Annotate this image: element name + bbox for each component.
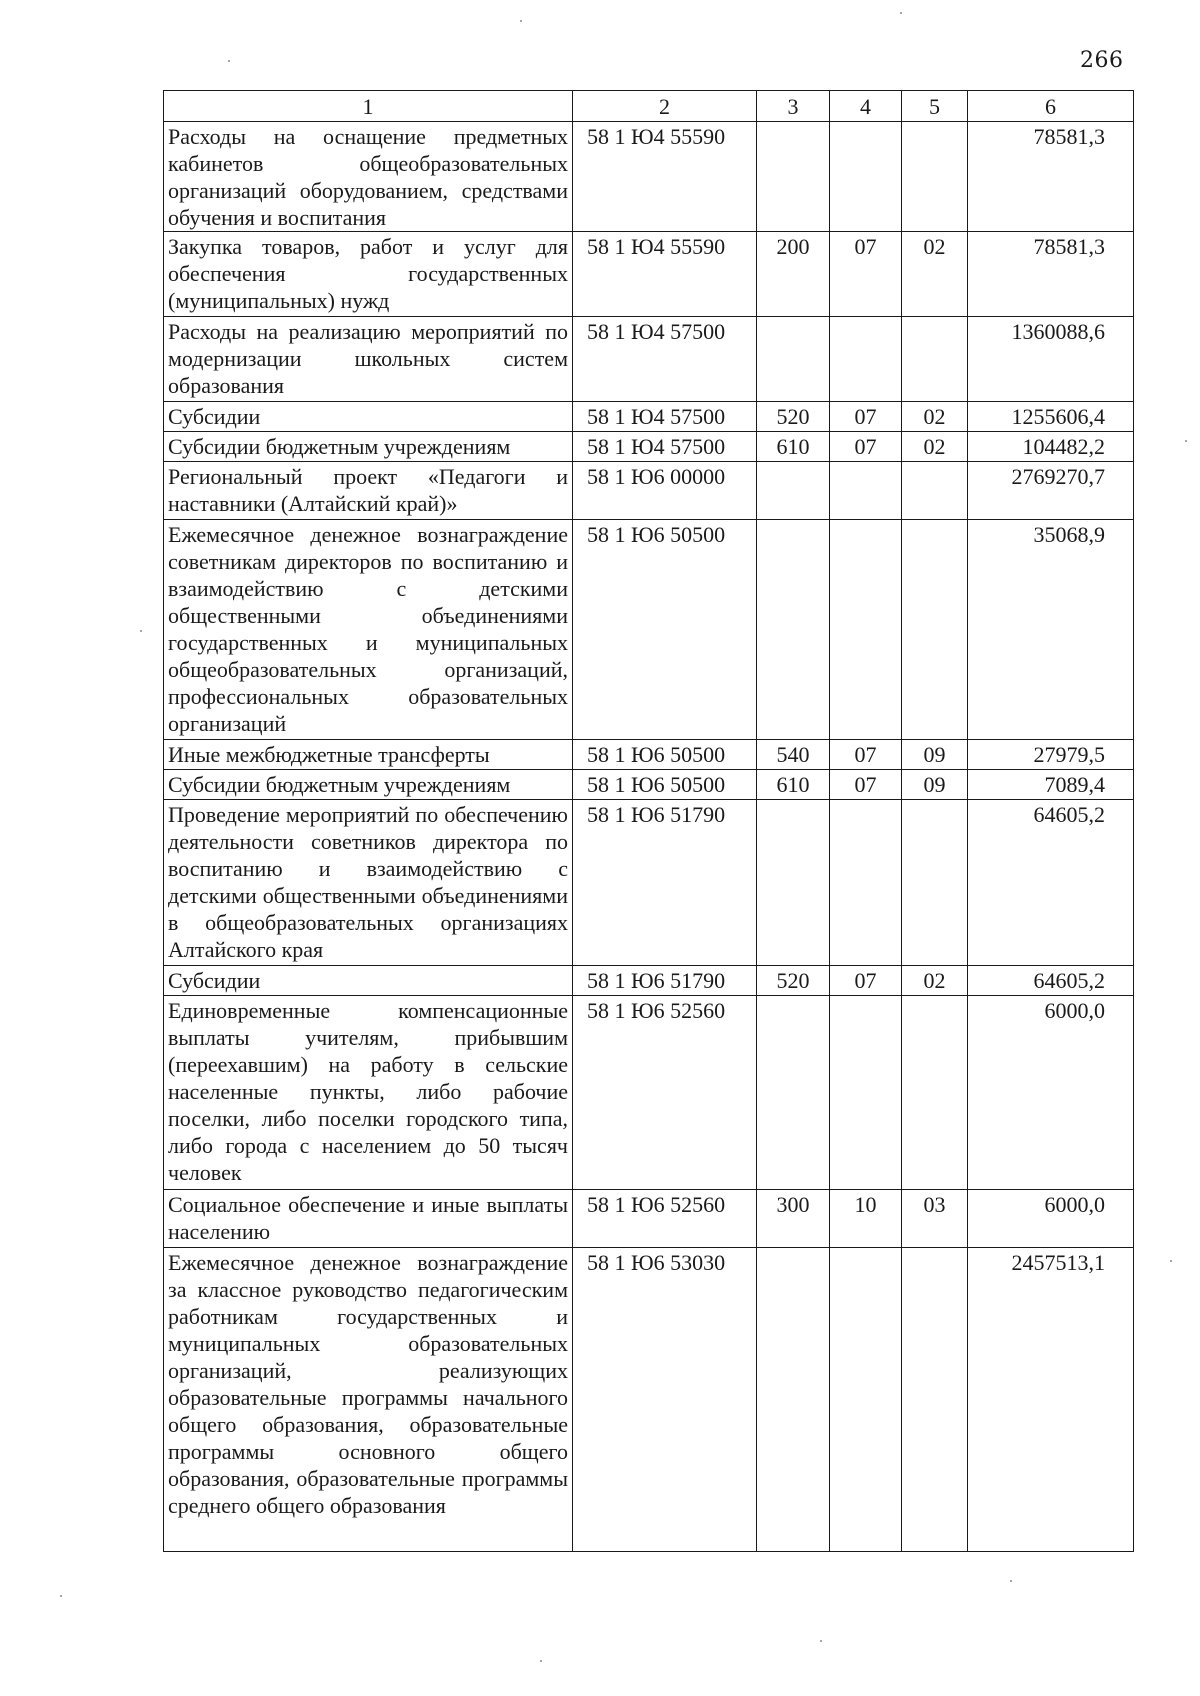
row-sum: 78581,3 [968, 232, 1134, 317]
row-code: 58 1 Ю6 52560 [573, 1190, 757, 1248]
scan-speck [228, 60, 230, 62]
table-row [164, 770, 1134, 800]
row-sum: 2769270,7 [968, 462, 1134, 520]
row-name: Единовременные компенсационные выплаты учителям, прибывшим (переехавшим) на работу в сельские населенные пункты, либо рабочие поселки, либо поселки городского типа, либо города с населением до 50 тысяч человек [164, 996, 573, 1190]
row-code: 58 1 Ю4 55590 [573, 232, 757, 317]
row-pr [902, 122, 968, 232]
row-code: 58 1 Ю4 57500 [573, 432, 757, 462]
row-pr: 02 [902, 432, 968, 462]
table-row [164, 317, 1134, 402]
row-code: 58 1 Ю6 50500 [573, 520, 757, 740]
header-cell-3: 3 [757, 91, 830, 122]
row-sum: 104482,2 [968, 432, 1134, 462]
header-row [164, 91, 1134, 122]
row-rz: 07 [830, 402, 902, 432]
row-sum: 6000,0 [968, 996, 1134, 1190]
row-vr [757, 122, 830, 232]
table-row [164, 402, 1134, 432]
row-pr: 02 [902, 402, 968, 432]
table-row [164, 520, 1134, 740]
row-vr [757, 462, 830, 520]
row-code: 58 1 Ю6 52560 [573, 996, 757, 1190]
row-rz [830, 462, 902, 520]
row-name: Субсидии бюджетным учреждениям [164, 432, 573, 462]
row-sum: 64605,2 [968, 800, 1134, 966]
table-body [164, 122, 1134, 1552]
row-rz [830, 317, 902, 402]
row-sum: 1360088,6 [968, 317, 1134, 402]
table-row [164, 122, 1134, 232]
row-vr: 610 [757, 432, 830, 462]
row-rz [830, 996, 902, 1190]
row-code: 58 1 Ю6 50500 [573, 740, 757, 770]
budget-table [163, 90, 1134, 1552]
row-pr: 02 [902, 232, 968, 317]
row-pr [902, 317, 968, 402]
scan-speck [820, 1640, 822, 1642]
scan-speck [1185, 440, 1187, 442]
scan-speck [140, 630, 142, 632]
row-rz [830, 520, 902, 740]
row-name: Субсидии [164, 966, 573, 996]
row-sum: 27979,5 [968, 740, 1134, 770]
row-pr [902, 1248, 968, 1552]
row-vr [757, 996, 830, 1190]
row-sum: 35068,9 [968, 520, 1134, 740]
page-number: 266 [1080, 48, 1124, 73]
row-code: 58 1 Ю6 50500 [573, 770, 757, 800]
row-rz: 07 [830, 966, 902, 996]
row-vr [757, 520, 830, 740]
scan-speck [520, 20, 522, 22]
scan-speck [60, 1595, 62, 1597]
row-name: Социальное обеспечение и иные выплаты населению [164, 1190, 573, 1248]
row-rz: 07 [830, 740, 902, 770]
header-cell-5: 5 [902, 91, 968, 122]
row-code: 58 1 Ю4 57500 [573, 402, 757, 432]
table-row [164, 1190, 1134, 1248]
row-name: Субсидии бюджетным учреждениям [164, 770, 573, 800]
row-sum: 6000,0 [968, 1190, 1134, 1248]
scan-speck [1010, 1580, 1012, 1582]
row-rz: 10 [830, 1190, 902, 1248]
row-pr [902, 520, 968, 740]
table-row [164, 232, 1134, 317]
row-code: 58 1 Ю6 51790 [573, 966, 757, 996]
scan-speck [900, 12, 902, 14]
row-sum: 7089,4 [968, 770, 1134, 800]
table-row [164, 1248, 1134, 1552]
header-cell-6: 6 [968, 91, 1134, 122]
row-rz: 07 [830, 432, 902, 462]
table-header [164, 91, 1134, 122]
row-sum: 2457513,1 [968, 1248, 1134, 1552]
row-name: Ежемесячное денежное вознаграждение советникам директоров по воспитанию и взаимодействию с детскими общественными объединениями государственных и муниципальных общеобразовательных организаций, профессиональных образовательных организаций [164, 520, 573, 740]
header-cell-1: 1 [164, 91, 573, 122]
row-name: Расходы на оснащение предметных кабинетов общеобразовательных организаций оборудованием, средствами обучения и воспитания [164, 122, 573, 232]
row-code: 58 1 Ю6 51790 [573, 800, 757, 966]
header-cell-2: 2 [573, 91, 757, 122]
row-rz [830, 122, 902, 232]
row-pr: 09 [902, 740, 968, 770]
row-pr: 09 [902, 770, 968, 800]
row-sum: 78581,3 [968, 122, 1134, 232]
table-row [164, 966, 1134, 996]
row-sum: 64605,2 [968, 966, 1134, 996]
header-cell-4: 4 [830, 91, 902, 122]
row-vr [757, 317, 830, 402]
table-row [164, 432, 1134, 462]
table-row [164, 996, 1134, 1190]
row-pr: 03 [902, 1190, 968, 1248]
row-code: 58 1 Ю4 57500 [573, 317, 757, 402]
row-vr: 520 [757, 402, 830, 432]
table-row [164, 800, 1134, 966]
row-name: Проведение мероприятий по обеспечению деятельности советников директора по воспитанию и взаимодействию с детскими общественными объединениями в общеобразовательных организациях Алтайского края [164, 800, 573, 966]
row-rz [830, 1248, 902, 1552]
row-sum: 1255606,4 [968, 402, 1134, 432]
row-pr [902, 462, 968, 520]
table-row [164, 740, 1134, 770]
row-vr: 540 [757, 740, 830, 770]
row-rz: 07 [830, 770, 902, 800]
row-pr [902, 800, 968, 966]
row-pr: 02 [902, 966, 968, 996]
table-row [164, 462, 1134, 520]
row-pr [902, 996, 968, 1190]
row-name: Региональный проект «Педагоги и наставники (Алтайский край)» [164, 462, 573, 520]
scan-speck [1170, 1260, 1172, 1262]
row-name: Субсидии [164, 402, 573, 432]
row-vr: 610 [757, 770, 830, 800]
row-code: 58 1 Ю4 55590 [573, 122, 757, 232]
row-vr: 300 [757, 1190, 830, 1248]
row-rz [830, 800, 902, 966]
row-vr: 520 [757, 966, 830, 996]
row-rz: 07 [830, 232, 902, 317]
row-name: Расходы на реализацию мероприятий по модернизации школьных систем образования [164, 317, 573, 402]
row-name: Иные межбюджетные трансферты [164, 740, 573, 770]
row-code: 58 1 Ю6 00000 [573, 462, 757, 520]
row-vr [757, 800, 830, 966]
row-name: Закупка товаров, работ и услуг для обеспечения государственных (муниципальных) нужд [164, 232, 573, 317]
scan-speck [540, 1660, 542, 1662]
row-vr [757, 1248, 830, 1552]
row-name: Ежемесячное денежное вознаграждение за классное руководство педагогическим работникам государственных и муниципальных образовательных организаций, реализующих образовательные программы начального общего образования, образовательные программы основного общего образования, образовательные программы среднего общего образования [164, 1248, 573, 1552]
row-code: 58 1 Ю6 53030 [573, 1248, 757, 1552]
row-vr: 200 [757, 232, 830, 317]
